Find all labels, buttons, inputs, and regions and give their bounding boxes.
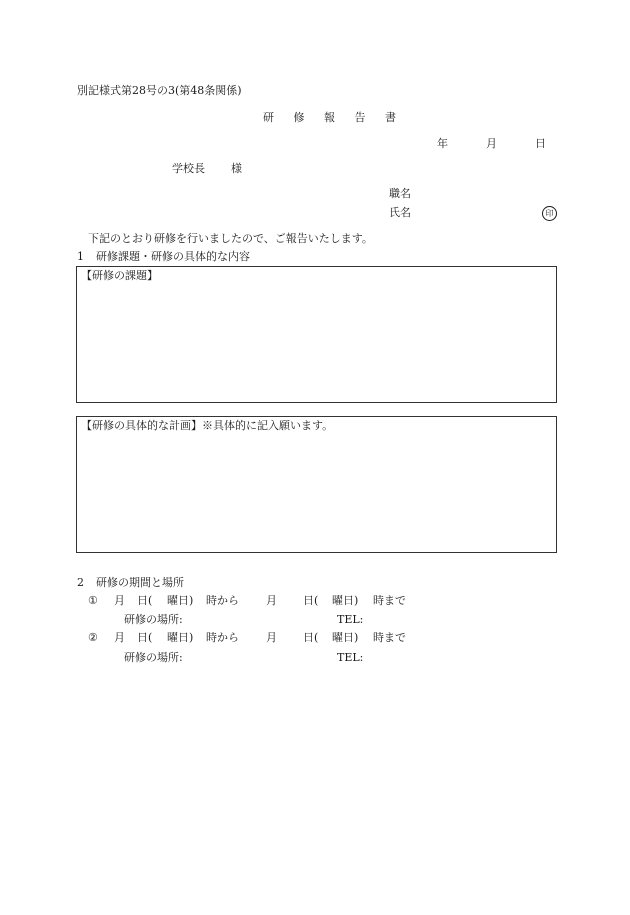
section1-number: 1 xyxy=(77,250,84,263)
intro-text: 下記のとおり研修を行いましたので、ご報告いたします。 xyxy=(88,232,373,245)
research-topic-label: 【研修の課題】 xyxy=(81,269,158,282)
entry-1-start-weekday: 曜日) xyxy=(167,594,194,607)
form-reference: 別記様式第28号の3(第48条関係) xyxy=(77,84,242,97)
document-title: 研 修 報 告 書 xyxy=(263,111,404,124)
entry-2-to: 時まで xyxy=(373,631,406,644)
entry-1-end-month: 月 xyxy=(266,594,277,607)
name-label: 氏名 xyxy=(389,206,411,219)
entry-2-end-day: 日( xyxy=(303,631,319,644)
addressee-role: 学校長 xyxy=(172,162,205,175)
entry-1-end-weekday: 曜日) xyxy=(332,594,359,607)
seal-mark xyxy=(542,206,557,221)
section1-heading: 研修課題・研修の具体的な内容 xyxy=(96,250,250,263)
date-year-label: 年 xyxy=(437,137,448,150)
date-day-label: 日 xyxy=(535,137,546,150)
entry-1-index: ① xyxy=(88,594,98,607)
entry-2-end-weekday: 曜日) xyxy=(332,631,359,644)
entry-2-start-day: 日( xyxy=(137,631,153,644)
entry-1-start-day: 日( xyxy=(137,594,153,607)
research-plan-box[interactable] xyxy=(76,416,557,553)
position-label: 職名 xyxy=(389,187,411,200)
entry-1-from: 時から xyxy=(206,594,239,607)
entry-2-start-weekday: 曜日) xyxy=(167,631,194,644)
entry-2-place-label: 研修の場所: xyxy=(124,651,183,664)
entry-1-place-label: 研修の場所: xyxy=(124,613,183,626)
entry-2-tel-label: TEL: xyxy=(337,651,364,664)
section2-number: 2 xyxy=(77,576,84,589)
addressee-honorific: 様 xyxy=(231,162,242,175)
entry-2-end-month: 月 xyxy=(266,631,277,644)
entry-2-from: 時から xyxy=(206,631,239,644)
research-topic-box[interactable] xyxy=(76,266,557,403)
entry-2-index: ② xyxy=(88,631,98,644)
section2-heading: 研修の期間と場所 xyxy=(96,576,184,589)
date-month-label: 月 xyxy=(486,137,497,150)
entry-2-start-month: 月 xyxy=(114,631,125,644)
entry-1-to: 時まで xyxy=(373,594,406,607)
entry-1-tel-label: TEL: xyxy=(337,613,364,626)
research-plan-label: 【研修の具体的な計画】※具体的に記入願います。 xyxy=(81,419,334,432)
entry-1-end-day: 日( xyxy=(303,594,319,607)
seal-icon: 印 xyxy=(542,206,557,221)
entry-1-start-month: 月 xyxy=(114,594,125,607)
